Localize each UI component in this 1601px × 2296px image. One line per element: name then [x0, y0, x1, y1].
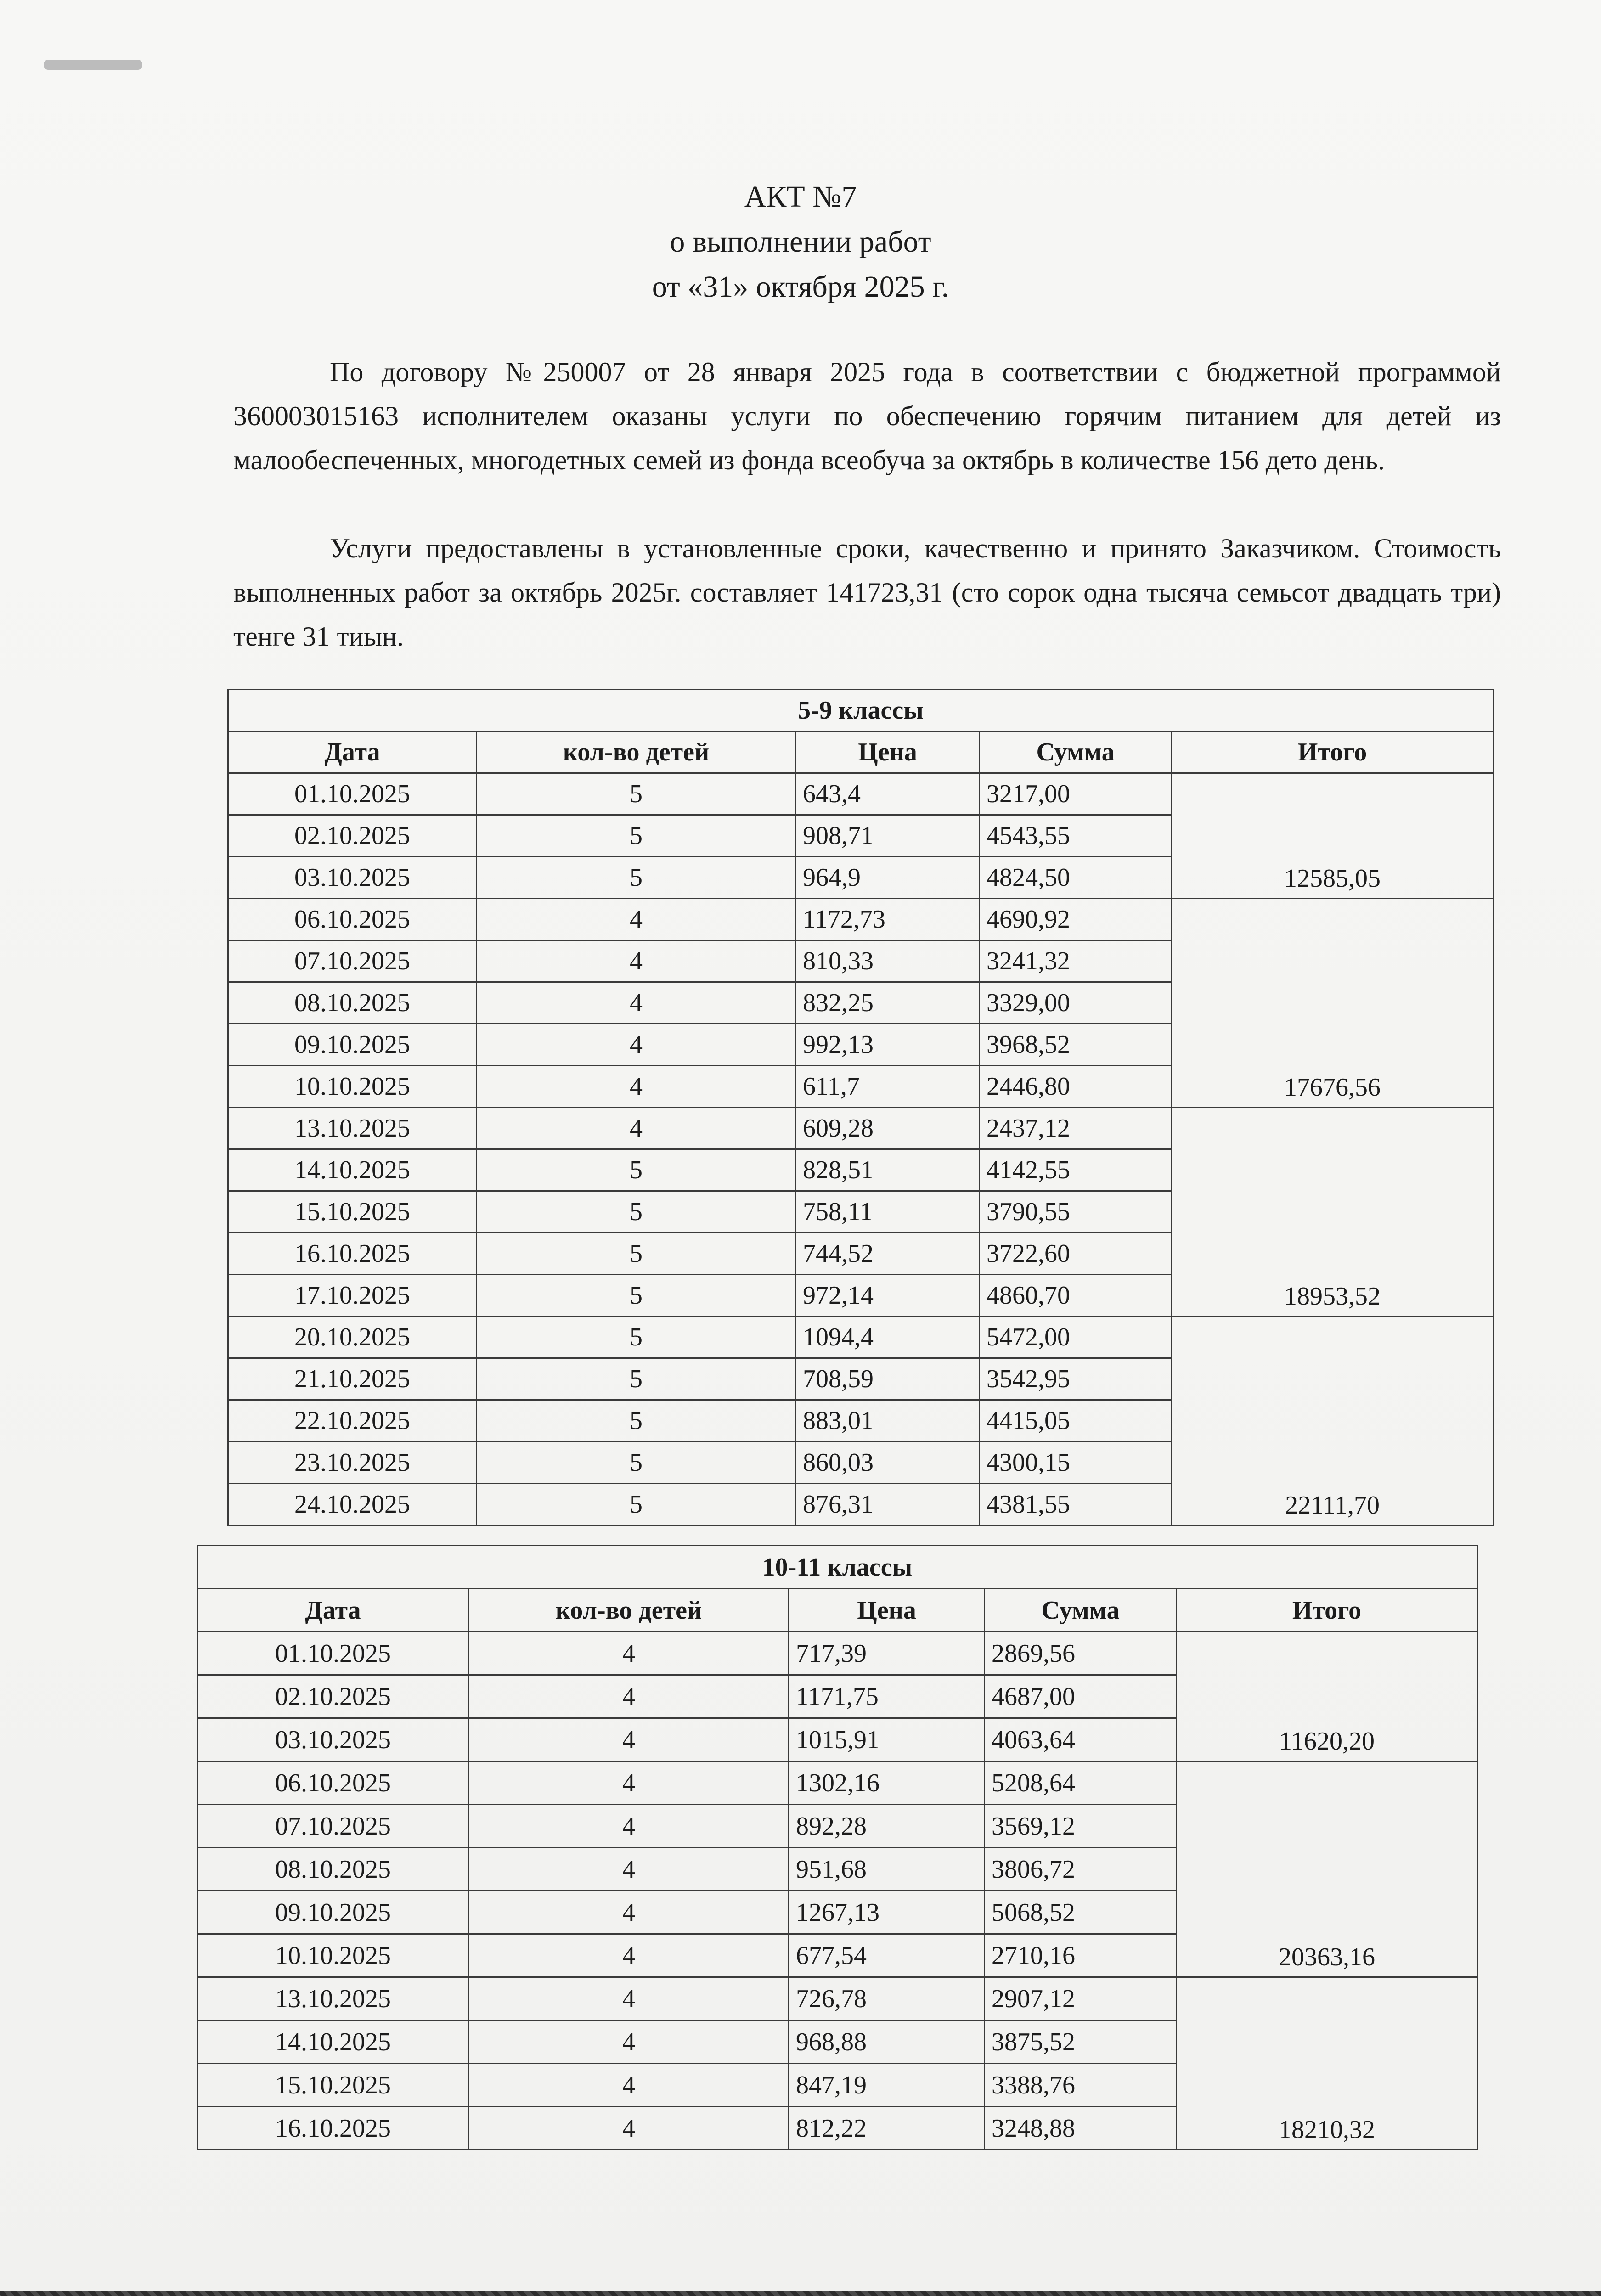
weekly-total-cell: 17676,56: [1172, 899, 1494, 1108]
price-cell: 812,22: [789, 2107, 985, 2150]
sum-cell: 4381,55: [980, 1484, 1172, 1525]
col-date-header: Дата: [197, 1589, 469, 1632]
sum-cell: 4415,05: [980, 1400, 1172, 1442]
col-total-header: Итого: [1172, 732, 1494, 773]
weekly-total-cell: 22111,70: [1172, 1317, 1494, 1525]
price-cell: 876,31: [796, 1484, 980, 1525]
date-cell: 24.10.2025: [228, 1484, 477, 1525]
sum-cell: 3569,12: [985, 1805, 1177, 1848]
weekly-total-cell: 18210,32: [1177, 1977, 1477, 2150]
price-cell: 1172,73: [796, 899, 980, 940]
sum-cell: 4860,70: [980, 1275, 1172, 1317]
table-grades-5-9: [227, 689, 1494, 1526]
children-count-cell: 4: [477, 1066, 796, 1108]
col-price-header: Цена: [796, 732, 980, 773]
price-cell: 908,71: [796, 815, 980, 857]
children-count-cell: 5: [477, 1400, 796, 1442]
section-title: 5-9 классы: [228, 690, 1494, 732]
table-row: [197, 1977, 1477, 2020]
children-count-cell: 5: [477, 1149, 796, 1191]
children-count-cell: 4: [469, 1934, 789, 1977]
children-count-cell: 4: [469, 1761, 789, 1805]
date-cell: 10.10.2025: [228, 1066, 477, 1108]
table-row: [228, 773, 1494, 815]
sum-cell: 3968,52: [980, 1024, 1172, 1066]
children-count-cell: 5: [477, 1233, 796, 1275]
price-cell: 758,11: [796, 1191, 980, 1233]
table-row: [197, 1632, 1477, 1675]
price-cell: 609,28: [796, 1108, 980, 1149]
sum-cell: 3542,95: [980, 1358, 1172, 1400]
price-cell: 972,14: [796, 1275, 980, 1317]
children-count-cell: 4: [469, 1675, 789, 1718]
price-cell: 611,7: [796, 1066, 980, 1108]
sum-cell: 3875,52: [985, 2020, 1177, 2064]
date-cell: 06.10.2025: [197, 1761, 469, 1805]
act-subtitle: о выполнении работ: [670, 225, 931, 259]
children-count-cell: 5: [477, 1442, 796, 1484]
date-cell: 03.10.2025: [197, 1718, 469, 1761]
children-count-cell: 5: [477, 1484, 796, 1525]
date-cell: 17.10.2025: [228, 1275, 477, 1317]
date-cell: 02.10.2025: [228, 815, 477, 857]
date-cell: 06.10.2025: [228, 899, 477, 940]
sum-cell: 2710,16: [985, 1934, 1177, 1977]
weekly-total-cell: 11620,20: [1177, 1632, 1477, 1761]
price-cell: 828,51: [796, 1149, 980, 1191]
children-count-cell: 4: [477, 940, 796, 982]
children-count-cell: 5: [477, 1317, 796, 1358]
sum-cell: 2907,12: [985, 1977, 1177, 2020]
date-cell: 14.10.2025: [228, 1149, 477, 1191]
children-count-cell: 5: [477, 1358, 796, 1400]
sum-cell: 5472,00: [980, 1317, 1172, 1358]
price-cell: 847,19: [789, 2064, 985, 2107]
children-count-cell: 4: [469, 2107, 789, 2150]
date-cell: 03.10.2025: [228, 857, 477, 899]
sum-cell: 2869,56: [985, 1632, 1177, 1675]
price-cell: 951,68: [789, 1848, 985, 1891]
section-title: 10-11 классы: [197, 1546, 1477, 1589]
children-count-cell: 4: [469, 1977, 789, 2020]
children-count-cell: 4: [477, 1024, 796, 1066]
table-row: [228, 1108, 1494, 1149]
price-cell: 1094,4: [796, 1317, 980, 1358]
col-sum-header: Сумма: [980, 732, 1172, 773]
price-cell: 964,9: [796, 857, 980, 899]
table-grades-10-11: [197, 1545, 1478, 2150]
sum-cell: 4543,55: [980, 815, 1172, 857]
children-count-cell: 5: [477, 1191, 796, 1233]
price-cell: 1171,75: [789, 1675, 985, 1718]
children-count-cell: 4: [469, 1848, 789, 1891]
price-cell: 717,39: [789, 1632, 985, 1675]
weekly-total-cell: 12585,05: [1172, 773, 1494, 899]
date-cell: 01.10.2025: [197, 1632, 469, 1675]
date-cell: 02.10.2025: [197, 1675, 469, 1718]
price-cell: 860,03: [796, 1442, 980, 1484]
header-row: [228, 732, 1494, 773]
sum-cell: 3722,60: [980, 1233, 1172, 1275]
sum-cell: 5208,64: [985, 1761, 1177, 1805]
date-cell: 14.10.2025: [197, 2020, 469, 2064]
sum-cell: 4687,00: [985, 1675, 1177, 1718]
sum-cell: 3248,88: [985, 2107, 1177, 2150]
date-cell: 16.10.2025: [228, 1233, 477, 1275]
table-body: [197, 1546, 1477, 2150]
sum-cell: 3329,00: [980, 982, 1172, 1024]
col-sum-header: Сумма: [985, 1589, 1177, 1632]
scanner-edge: [0, 2291, 1601, 2296]
date-cell: 21.10.2025: [228, 1358, 477, 1400]
scan-smudge: [44, 60, 142, 70]
date-cell: 13.10.2025: [197, 1977, 469, 2020]
date-cell: 20.10.2025: [228, 1317, 477, 1358]
date-cell: 22.10.2025: [228, 1400, 477, 1442]
price-cell: 1015,91: [789, 1718, 985, 1761]
price-cell: 643,4: [796, 773, 980, 815]
children-count-cell: 5: [477, 773, 796, 815]
price-cell: 744,52: [796, 1233, 980, 1275]
sum-cell: 3388,76: [985, 2064, 1177, 2107]
date-cell: 09.10.2025: [197, 1891, 469, 1934]
price-cell: 677,54: [789, 1934, 985, 1977]
table-body: [228, 690, 1494, 1525]
date-cell: 23.10.2025: [228, 1442, 477, 1484]
price-cell: 883,01: [796, 1400, 980, 1442]
col-total-header: Итого: [1177, 1589, 1477, 1632]
date-cell: 07.10.2025: [197, 1805, 469, 1848]
price-cell: 810,33: [796, 940, 980, 982]
children-count-cell: 4: [469, 1632, 789, 1675]
col-count-header: кол-во детей: [469, 1589, 789, 1632]
date-cell: 16.10.2025: [197, 2107, 469, 2150]
price-cell: 1267,13: [789, 1891, 985, 1934]
table-row: [197, 1761, 1477, 1805]
table-row: [228, 1317, 1494, 1358]
header-row: [197, 1589, 1477, 1632]
section-title-row: [197, 1546, 1477, 1589]
sum-cell: 3806,72: [985, 1848, 1177, 1891]
price-cell: 832,25: [796, 982, 980, 1024]
sum-cell: 4142,55: [980, 1149, 1172, 1191]
price-cell: 892,28: [789, 1805, 985, 1848]
date-cell: 07.10.2025: [228, 940, 477, 982]
sum-cell: 3241,32: [980, 940, 1172, 982]
date-cell: 09.10.2025: [228, 1024, 477, 1066]
act-title: АКТ №7: [744, 180, 857, 214]
sum-cell: 4824,50: [980, 857, 1172, 899]
weekly-total-cell: 18953,52: [1172, 1108, 1494, 1317]
sum-cell: 3790,55: [980, 1191, 1172, 1233]
col-date-header: Дата: [228, 732, 477, 773]
children-count-cell: 5: [477, 1275, 796, 1317]
act-date: от «31» октября 2025 г.: [652, 270, 949, 304]
children-count-cell: 4: [477, 1108, 796, 1149]
price-cell: 726,78: [789, 1977, 985, 2020]
section-title-row: [228, 690, 1494, 732]
sum-cell: 2437,12: [980, 1108, 1172, 1149]
children-count-cell: 4: [469, 2064, 789, 2107]
date-cell: 08.10.2025: [197, 1848, 469, 1891]
children-count-cell: 5: [477, 815, 796, 857]
price-cell: 708,59: [796, 1358, 980, 1400]
children-count-cell: 4: [477, 899, 796, 940]
children-count-cell: 4: [469, 1718, 789, 1761]
date-cell: 01.10.2025: [228, 773, 477, 815]
sum-cell: 5068,52: [985, 1891, 1177, 1934]
children-count-cell: 4: [477, 982, 796, 1024]
children-count-cell: 5: [477, 857, 796, 899]
price-cell: 1302,16: [789, 1761, 985, 1805]
contract-paragraph: По договору №250007 от 28 января 2025 года в соответствии с бюджетной программой 360003015163 исполнителем оказаны услуги по обеспечению горячим питанием для детей из малообеспеченных, многодетных семей из фонда всеобуча за октябрь в количестве 156 дето день.: [233, 357, 1501, 475]
price-cell: 992,13: [796, 1024, 980, 1066]
table-row: [228, 899, 1494, 940]
date-cell: 15.10.2025: [228, 1191, 477, 1233]
date-cell: 13.10.2025: [228, 1108, 477, 1149]
price-cell: 968,88: [789, 2020, 985, 2064]
sum-cell: 2446,80: [980, 1066, 1172, 1108]
sum-cell: 4690,92: [980, 899, 1172, 940]
children-count-cell: 4: [469, 1891, 789, 1934]
date-cell: 10.10.2025: [197, 1934, 469, 1977]
children-count-cell: 4: [469, 2020, 789, 2064]
col-count-header: кол-во детей: [477, 732, 796, 773]
cost-paragraph: Услуги предоставлены в установленные сроки, качественно и принято Заказчиком. Стоимость выполненных работ за октябрь 2025г. составляет 141723,31 (сто сорок одна тысяча семьсот двадцать три) тенге 31 тиын.: [233, 533, 1501, 652]
weekly-total-cell: 20363,16: [1177, 1761, 1477, 1977]
col-price-header: Цена: [789, 1589, 985, 1632]
sum-cell: 4063,64: [985, 1718, 1177, 1761]
children-count-cell: 4: [469, 1805, 789, 1848]
date-cell: 08.10.2025: [228, 982, 477, 1024]
date-cell: 15.10.2025: [197, 2064, 469, 2107]
sum-cell: 3217,00: [980, 773, 1172, 815]
sum-cell: 4300,15: [980, 1442, 1172, 1484]
